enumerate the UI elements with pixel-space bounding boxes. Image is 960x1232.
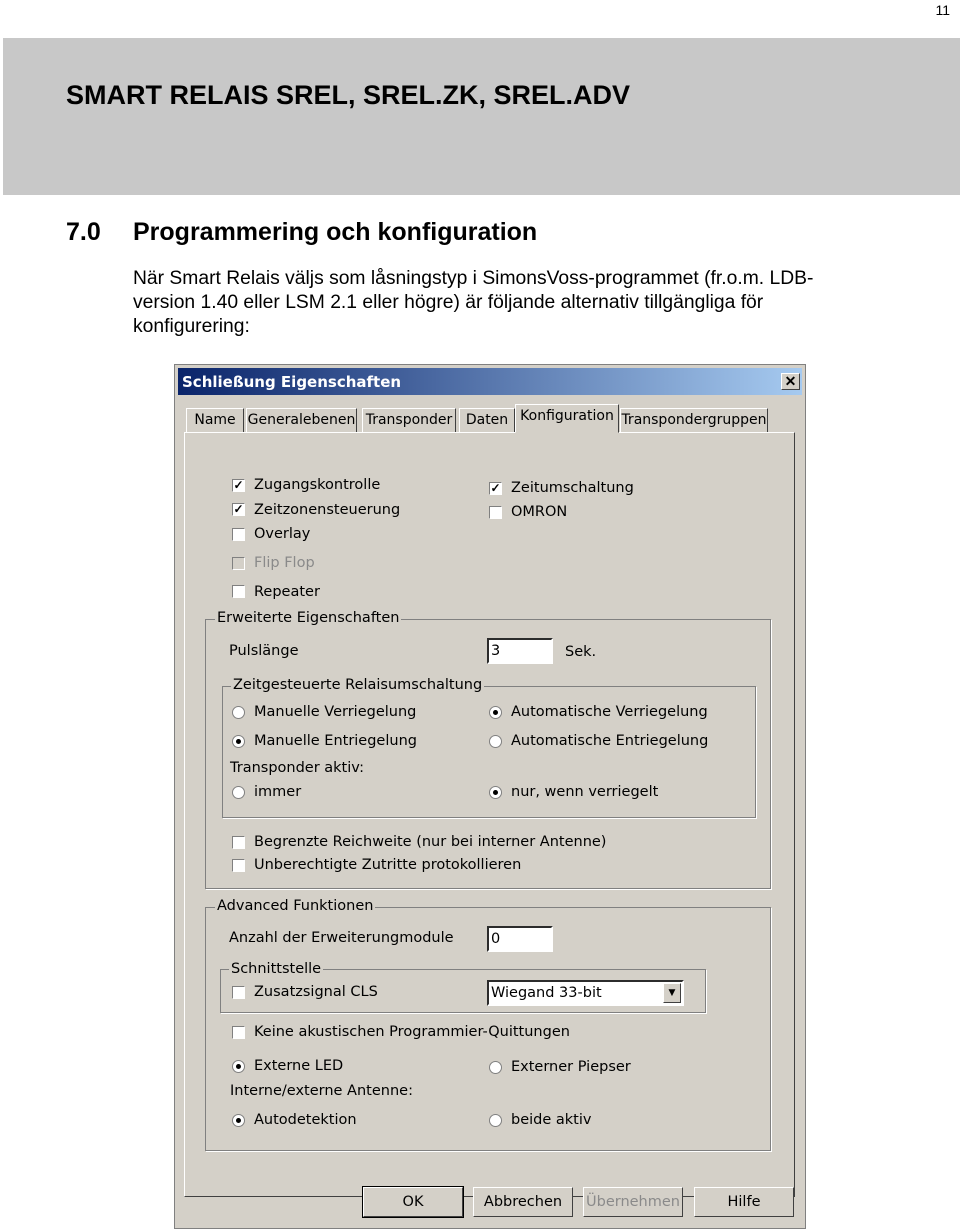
externe-led-radio[interactable] xyxy=(232,1060,245,1073)
dialog-titlebar[interactable] xyxy=(178,368,802,395)
section-number: 7.0 xyxy=(66,218,101,246)
pulslaenge-label: Pulslänge xyxy=(229,643,299,659)
header-banner xyxy=(3,38,960,195)
manuelle-entriegelung-label: Manuelle Entriegelung xyxy=(254,733,417,749)
anzahl-erweiterungmodule-input[interactable]: 0 xyxy=(487,926,553,952)
tab-transponder[interactable]: Transponder xyxy=(362,408,456,432)
flip-flop-label: Flip Flop xyxy=(254,555,315,571)
chevron-down-icon[interactable]: ▼ xyxy=(663,983,681,1003)
autodetektion-label: Autodetektion xyxy=(254,1112,357,1128)
zusatzsignal-cls-checkbox[interactable] xyxy=(232,986,245,999)
zeitumschaltung-label: Zeitumschaltung xyxy=(511,480,634,496)
autodetektion-radio[interactable] xyxy=(232,1114,245,1127)
zeitzonensteuerung-checkbox[interactable]: ✓ xyxy=(233,502,244,516)
tab-konfiguration[interactable]: Konfiguration xyxy=(515,404,619,433)
transponder-aktiv-label: Transponder aktiv: xyxy=(230,760,364,776)
externe-led-label: Externe LED xyxy=(254,1058,344,1074)
beide-aktiv-label: beide aktiv xyxy=(511,1112,592,1128)
repeater-label: Repeater xyxy=(254,584,320,600)
pulslaenge-unit: Sek. xyxy=(565,644,597,660)
tab-name[interactable]: Name xyxy=(186,408,244,432)
manuelle-verriegelung-radio[interactable] xyxy=(232,706,245,719)
immer-label: immer xyxy=(254,784,302,800)
tab-daten[interactable]: Daten xyxy=(459,408,515,432)
tab-transpondergruppen[interactable]: Transpondergruppen xyxy=(620,408,768,432)
erweiterte-eigenschaften-title: Erweiterte Eigenschaften xyxy=(217,610,400,626)
repeater-checkbox[interactable] xyxy=(232,585,245,598)
keine-akustischen-checkbox[interactable] xyxy=(232,1026,245,1039)
zeitzonensteuerung-label: Zeitzonensteuerung xyxy=(254,502,401,518)
unberechtigte-zutritte-checkbox[interactable] xyxy=(232,859,245,872)
pulslaenge-input[interactable]: 3 xyxy=(487,638,553,664)
schnittstelle-select[interactable] xyxy=(487,980,684,1006)
hilfe-button[interactable]: Hilfe xyxy=(694,1187,794,1217)
zeitumschaltung-checkbox[interactable]: ✓ xyxy=(490,481,501,495)
overlay-checkbox[interactable] xyxy=(232,528,245,541)
advanced-funktionen-title: Advanced Funktionen xyxy=(217,898,374,914)
zugangskontrolle-label: Zugangskontrolle xyxy=(254,477,381,493)
externer-piepser-label: Externer Piepser xyxy=(511,1059,631,1075)
ok-button[interactable]: OK xyxy=(363,1187,463,1217)
automatische-entriegelung-label: Automatische Entriegelung xyxy=(511,733,709,749)
section-title: Programmering och konfiguration xyxy=(133,218,538,246)
tab-generalebenen[interactable]: Generalebenen xyxy=(246,408,357,432)
automatische-verriegelung-label: Automatische Verriegelung xyxy=(511,704,708,720)
zusatzsignal-cls-label: Zusatzsignal CLS xyxy=(254,984,378,1000)
flip-flop-checkbox xyxy=(232,557,245,570)
document-title: SMART RELAIS SREL, SREL.ZK, SREL.ADV xyxy=(66,80,631,110)
abbrechen-button[interactable]: Abbrechen xyxy=(473,1187,573,1217)
close-icon[interactable]: ✕ xyxy=(781,373,800,390)
dialog-title: Schließung Eigenschaften xyxy=(182,373,402,391)
antenne-label: Interne/externe Antenne: xyxy=(230,1083,413,1099)
properties-dialog xyxy=(174,364,806,1229)
intro-line-2: version 1.40 eller LSM 2.1 eller högre) är följande alternativ tillgängliga för xyxy=(133,292,764,313)
immer-radio[interactable] xyxy=(232,786,245,799)
uebernehmen-button: Übernehmen xyxy=(583,1187,683,1217)
manuelle-verriegelung-label: Manuelle Verriegelung xyxy=(254,704,417,720)
omron-label: OMRON xyxy=(511,504,568,520)
nur-wenn-verriegelt-label: nur, wenn verriegelt xyxy=(511,784,659,800)
unberechtigte-zutritte-label: Unberechtigte Zutritte protokollieren xyxy=(254,857,522,873)
externer-piepser-radio[interactable] xyxy=(489,1061,502,1074)
beide-aktiv-radio[interactable] xyxy=(489,1114,502,1127)
omron-checkbox[interactable] xyxy=(489,506,502,519)
overlay-label: Overlay xyxy=(254,526,311,542)
automatische-entriegelung-radio[interactable] xyxy=(489,735,502,748)
nur-wenn-verriegelt-radio[interactable] xyxy=(489,786,502,799)
intro-line-3: konfigurering: xyxy=(133,316,250,337)
schnittstelle-select-value: Wiegand 33-bit xyxy=(491,985,602,1001)
begrenzte-reichweite-checkbox[interactable] xyxy=(232,836,245,849)
page-number: 11 xyxy=(935,2,950,18)
relaisumschaltung-title: Zeitgesteuerte Relaisumschaltung xyxy=(233,677,483,693)
automatische-verriegelung-radio[interactable] xyxy=(489,706,502,719)
zugangskontrolle-checkbox[interactable]: ✓ xyxy=(233,478,244,492)
manuelle-entriegelung-radio[interactable] xyxy=(232,735,245,748)
intro-line-1: När Smart Relais väljs som låsningstyp i SimonsVoss-programmet (fr.o.m. LDB- xyxy=(133,268,814,289)
begrenzte-reichweite-label: Begrenzte Reichweite (nur bei interner Antenne) xyxy=(254,834,607,850)
schnittstelle-title: Schnittstelle xyxy=(231,961,322,977)
anzahl-erweiterungmodule-label: Anzahl der Erweiterungmodule xyxy=(229,930,454,946)
keine-akustischen-label: Keine akustischen Programmier-Quittungen xyxy=(254,1024,570,1040)
